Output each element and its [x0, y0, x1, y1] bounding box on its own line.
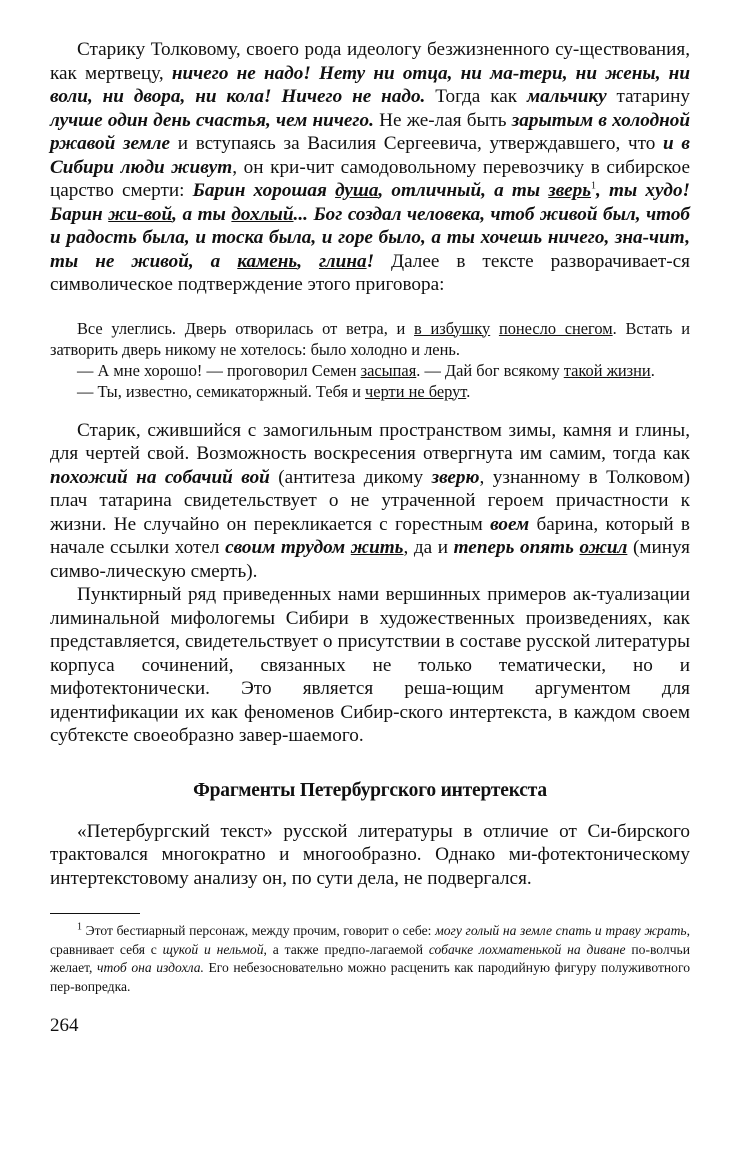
italic-quote: собачке лохматенькой на диване [428, 941, 626, 957]
italic-quote: лучше один день счастья, чем ничего. [50, 109, 374, 131]
italic-quote: зверю [431, 466, 480, 488]
text-run: — А мне хорошо! — проговорил Семен [77, 360, 361, 380]
text-run: , [297, 250, 319, 272]
text-run: татарину [606, 86, 691, 107]
underlined-word: душа [335, 180, 379, 201]
page-content [50, 38, 690, 1037]
text-run: барина, который в начале ссылки хотел [50, 513, 690, 558]
underlined-word: зверь [548, 180, 591, 201]
paragraph-3: Пунктирный ряд приведенных нами вершинных примеров ак-туализации лиминальной мифологемы Сибири в художественных произведениях, как представляется, свидетельствует о присутствии в составе русской литературы корпуса сочинений, связанных не только тематически, но и мифотектонически. Это является реша-ющим аргументом для идентификации их как феноменов Сибир-ского интертекста, в каждом своем субтексте своеобразно завер-шаемого. [50, 584, 690, 746]
text-run: , а также предпо-лагаемой [263, 941, 429, 957]
italic-quote [225, 537, 403, 558]
underlined-word: жить [350, 537, 404, 558]
text-run: , отличный, а ты [378, 180, 549, 201]
underlined-word: жи-вой [108, 203, 173, 225]
text-run: , а ты [172, 203, 232, 225]
italic-quote: похожий на собачий вой [50, 466, 270, 488]
italic-quote [454, 537, 628, 558]
footnote [50, 922, 690, 996]
text-run: Этот бестиарный персонаж, между прочим, говорит о себе: [82, 923, 436, 938]
text-run: Барин хорошая [192, 180, 336, 201]
text-run: своим трудом [225, 537, 351, 558]
text-run: , он кри-чит самодовольному перевозчику в сибирское царство смерти: [50, 156, 690, 201]
text-run: Далее в тексте разворачивает-ся символическое подтверждение этого приговора: [50, 250, 691, 295]
italic-quote: могу голый на земле спать и траву жрать [435, 923, 687, 938]
text-run: по-волчьи желает, [50, 941, 691, 976]
italic-quote: и в Сибири люди живут [50, 133, 690, 178]
text-run: Старик, сжившийся с замогильным пространством зимы, камня и глины, для чертей свой. Возможность воскресения отвергнута им самим, тогда как [50, 419, 690, 464]
footnote-ref: 1 [591, 180, 596, 192]
text-run: , ты худо! Барин [50, 180, 691, 225]
underlined-word: в избушку [414, 318, 491, 338]
text-run: . Встать и затворить дверь никому не хотелось: было холодно и лень. [50, 318, 690, 359]
italic-quote [193, 180, 591, 201]
italic-quote: чтоб она издохла. [97, 960, 204, 976]
underlined-word: камень [237, 250, 298, 272]
text-run: , сравнивает себя с [50, 923, 690, 957]
text-run: Старику Толковому, своего рода идеологу безжизненного су-ществования, как мертвецу, [50, 39, 690, 84]
text-run: . — Дай бог всякому [416, 360, 564, 380]
underlined-word: засыпая [360, 360, 417, 380]
quote-line-2 [50, 360, 690, 381]
text-run: Не же-лая быть [373, 109, 512, 131]
italic-quote: воем [490, 513, 530, 535]
text-run: (минуя симво-лическую смерть). [50, 537, 690, 582]
text-run: Тогда как [425, 86, 527, 107]
text-run: , да и [403, 537, 454, 558]
text-run: Его небезосновательно можно расценить как пародийную фигуру полуживотного пер-вопредка. [50, 960, 690, 994]
text-run: — Ты, известно, семикаторжный. Тебя и [77, 381, 366, 401]
italic-quote: мальчику [527, 86, 607, 107]
block-quote [50, 318, 690, 402]
italic-quote: щукой и нельмой [162, 941, 264, 957]
text-run: . [650, 360, 655, 380]
underlined-word: ожил [579, 537, 628, 558]
text-run: , узнанному в Толковом) плач татарина свидетельствует о не утраченной героем причастности к жизни. Не случайно он перекликается с горестным [50, 466, 690, 535]
underlined-word: черти не берут [365, 381, 467, 401]
italic-quote: ничего не надо! Нету ни отца, ни ма-тери, ни жены, ни воли, ни двора, ни кола! Ничего не надо. [50, 62, 690, 107]
paragraph-4: «Петербургский текст» русской литературы в отличие от Си-бирского трактовался многократно и многообразно. Однако ми-фотектоническому интертекстовому анализу он, по сути дела, не подвергался. [50, 820, 690, 889]
underlined-word: понесло снегом [498, 318, 613, 338]
page-number: 264 [50, 1015, 79, 1037]
text-run: (антитеза дикому [269, 466, 432, 488]
text-run: Все улеглись. Дверь отворилась от ветра, и [77, 318, 415, 338]
text-run: ... Бог создал человека, чтоб живой был, чтоб и радость была, и тоска была, и горе было, а ты хочешь ничего, зна-чит, ты не живой, а [50, 203, 690, 272]
footnote-divider [50, 913, 140, 914]
italic-quote: зарытым в холодной ржавой земле [50, 109, 691, 154]
text-run [490, 319, 499, 338]
section-heading: Фрагменты Петербургского интертекста [193, 779, 547, 801]
footnote-number: 1 [77, 921, 82, 933]
paragraph-2 [50, 419, 690, 584]
text-run: и вступаясь за Василия Сергеевича, утверждавшего, что [170, 133, 664, 154]
underlined-word: такой жизни [563, 360, 651, 380]
text-run: ! [366, 250, 375, 272]
text-run: . [466, 381, 471, 401]
quote-line-1 [50, 318, 690, 360]
underlined-word: дохлый [231, 203, 294, 225]
text-run: теперь опять [453, 537, 580, 558]
underlined-word: глина [318, 250, 367, 272]
paragraph-1 [50, 38, 690, 297]
quote-line-3 [50, 381, 690, 402]
